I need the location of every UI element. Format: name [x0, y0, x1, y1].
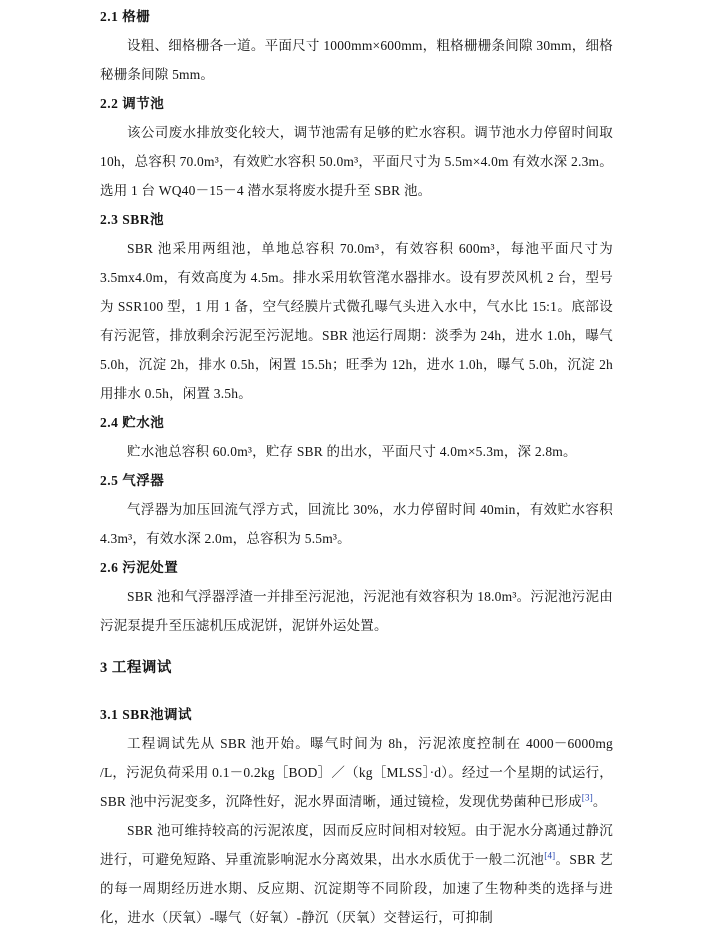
- paragraph: [100, 582, 613, 640]
- section-storage-tank: [100, 408, 613, 466]
- section-sludge-disposal: [100, 553, 613, 640]
- section-heading-3: 3 工程调试: [100, 660, 172, 676]
- section-heading-2-6: 2.6 污泥处置: [100, 560, 179, 575]
- paragraph: [100, 118, 613, 205]
- paragraph-text: 工程调试先从 SBR 池开始。曝气时间为 8h，污泥浓度控制在 4000－6000mg /L，污泥负荷采用 0.1－0.2kg［BOD］／（kg［MLSS］·d）。经过一个星期的试运行，SBR 池中污泥变多，沉降性好，泥水界面清晰，通过镜检，发现优势菌种已形成: [100, 736, 613, 809]
- section-heading-2-2: 2.2 调节池: [100, 96, 165, 111]
- paragraph-text: SBR 池采用两组池，单地总容积 70.0m³，有效容积 600m³，每池平面尺寸为 3.5mx4.0m，有效高度为 4.5m。排水采用软管滗水器排水。设有罗茨风机 2 台，型号为 SSR100 型，1 用 1 备，空气经膜片式微孔曝气头进入水中，气水比 15:1。底部设有污泥管，排放剩余污泥至污泥地。SBR 池运行周期：淡季为 24h，进水 1.0h，曝气 5.0h，沉淀 2h，排水 0.5h，闲置 15.5h；旺季为 12h，进水 1.0h，曝气 5.0h，沉淀 2h 用排水 0.5h，闲置 3.5h。: [100, 241, 613, 401]
- paragraph: [100, 729, 613, 816]
- paragraph: [100, 495, 613, 553]
- paragraph-text: 贮水池总容积 60.0m³，贮存 SBR 的出水，平面尺寸 4.0m×5.3m，深 2.8m。: [127, 444, 577, 459]
- paragraph-text: 该公司废水排放变化较大，调节池需有足够的贮水容积。调节池水力停留时间取 10h，总容积 70.0m³，有效贮水容积 50.0m³，平面尺寸为 5.5m×4.0m 有效水深 2.3m。选用 1 台 WQ40－15－4 潜水泵将废水提升至 SBR 池。: [100, 125, 613, 198]
- section-heading-2-1: 2.1 格栅: [100, 9, 151, 24]
- paragraph-text: 气浮器为加压回流气浮方式，回流比 30%，水力停留时间 40min，有效贮水容积 4.3m³，有效水深 2.0m，总容积为 5.5m³。: [100, 502, 613, 546]
- section-heading-2-3: 2.3 SBR池: [100, 212, 165, 227]
- citation-ref-3: [3]: [581, 792, 593, 803]
- paragraph-text: SBR 池和气浮器浮渣一并排至污泥池，污泥池有效容积为 18.0m³。污泥池污泥由污泥泵提升至压滤机压成泥饼，泥饼外运处置。: [100, 589, 613, 633]
- paragraph: [100, 816, 613, 932]
- citation-ref-4: [4]: [544, 850, 556, 861]
- section-sbr-commissioning: [100, 700, 613, 932]
- paragraph: [100, 234, 613, 408]
- section-engineering-commissioning: [100, 654, 613, 683]
- section-sbr-tank: [100, 205, 613, 408]
- paragraph: [100, 31, 613, 89]
- section-heading-3-1: 3.1 SBR池调试: [100, 707, 193, 722]
- section-heading-2-5: 2.5 气浮器: [100, 473, 165, 488]
- section-heading-2-4: 2.4 贮水池: [100, 415, 165, 430]
- section-air-flotation: [100, 466, 613, 553]
- section-gratings: [100, 2, 613, 89]
- paragraph-text: SBR 池可维持较高的污泥浓度，因而反应时间相对较短。由于泥水分离通过静沉进行，可避免短路、异重流影响泥水分离效果，出水水质优于一般二沉池: [100, 823, 613, 867]
- paragraph-text: 设粗、细格栅各一道。平面尺寸 1000mm×600mm，粗格栅栅条间隙 30mm，细格秘栅条间隙 5mm。: [100, 38, 613, 82]
- paragraph-text: 。: [592, 794, 607, 809]
- section-regulating-tank: [100, 89, 613, 205]
- paragraph-text: 。SBR 艺的每一周期经历进水期、反应期、沉淀期等不同阶段，加速了生物种类的选择与进化，进水（厌氧）-曝气（好氧）-静沉（厌氧）交替运行，可抑制: [100, 852, 613, 925]
- paragraph: [100, 437, 613, 466]
